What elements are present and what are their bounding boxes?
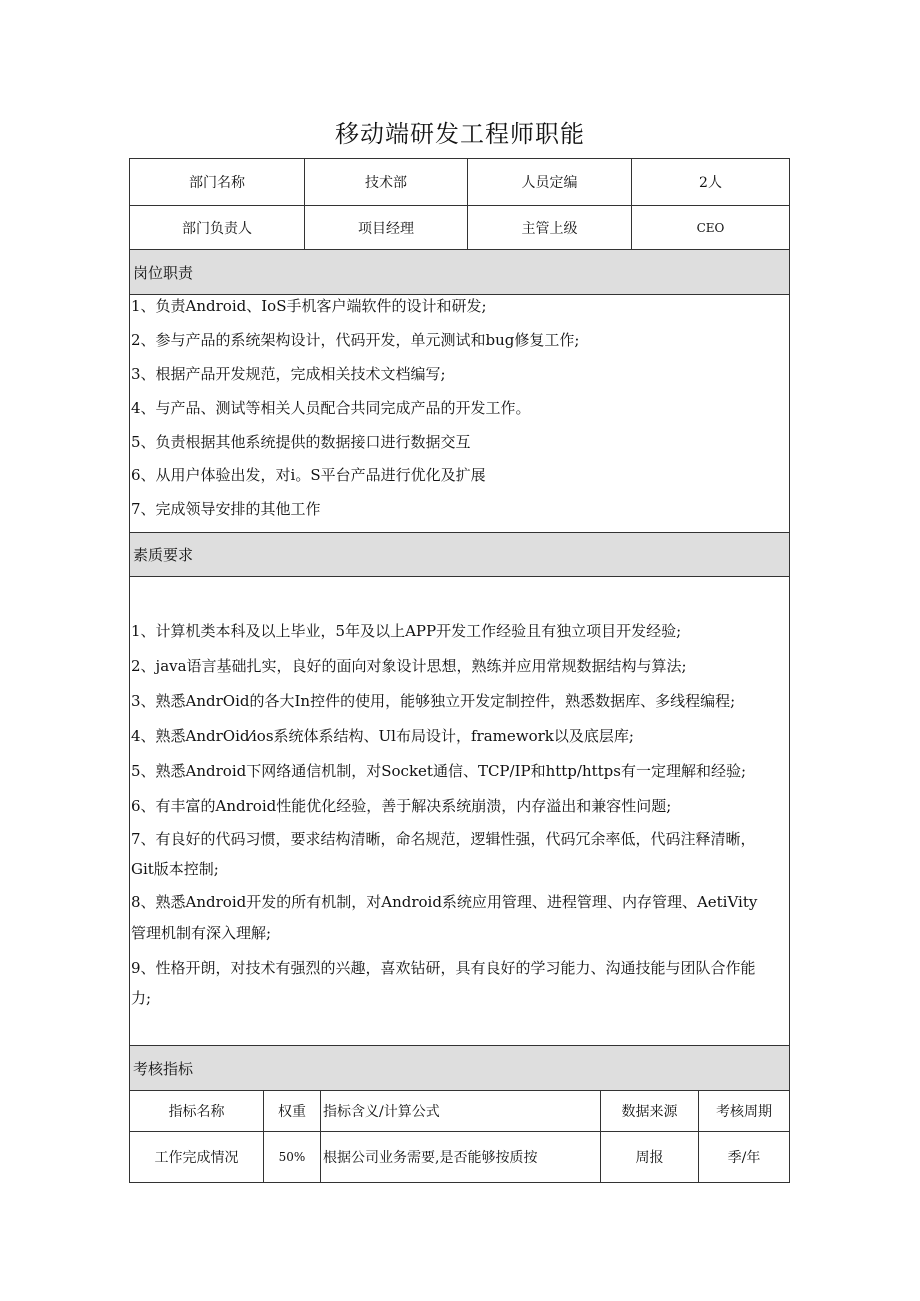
requirement-item: 3、熟悉AndrOid的各大In控件的使用，能够独立开发定制控件，熟悉数据库、多线程编程; xyxy=(131,692,736,710)
requirement-item: Git版本控制; xyxy=(131,860,219,878)
requirement-item: 力; xyxy=(131,989,152,1007)
requirements-header: 素质要求 xyxy=(130,533,789,576)
row-divider xyxy=(129,576,790,577)
requirement-item: 4、熟悉AndrOid⁄ios系统体系结构、Ul布局设计，framework以及底层库; xyxy=(131,727,634,745)
duty-item: 6、从用户体验出发，对i。S平台产品进行优化及扩展 xyxy=(131,466,486,484)
headcount-value: 2人 xyxy=(699,175,722,191)
kpi-cell: 工作完成情况 xyxy=(154,1150,239,1166)
dept-head-label: 部门负责人 xyxy=(182,220,252,237)
dept-name-label: 部门名称 xyxy=(189,175,245,191)
requirement-item: 8、熟悉Android开发的所有机制，对Android系统应用管理、进程管理、内存管理、AetiVity xyxy=(131,893,758,911)
kpi-cell: 季/年 xyxy=(727,1150,761,1166)
kpi-header: 考核指标 xyxy=(130,1046,789,1090)
requirement-item: 1、计算机类本科及以上毕业，5年及以上APP开发工作经验且有独立项目开发经验; xyxy=(131,622,682,640)
requirement-item: 6、有丰富的Android性能优化经验，善于解决系统崩溃，内存溢出和兼容性问题; xyxy=(131,797,672,815)
kpi-col-header: 考核周期 xyxy=(716,1104,772,1120)
duties-header: 岗位职责 xyxy=(130,250,789,294)
requirement-item: 管理机制有深入理解; xyxy=(131,924,272,942)
supervisor-value: CEO xyxy=(696,220,725,235)
kpi-col-header: 权重 xyxy=(278,1104,306,1120)
dept-name-value: 技术部 xyxy=(365,175,407,191)
duty-item: 4、与产品、测试等相关人员配合共同完成产品的开发工作。 xyxy=(131,399,531,417)
kpi-col-header: 指标含义/计算公式 xyxy=(323,1104,440,1120)
kpi-cell: 周报 xyxy=(635,1150,664,1166)
kpi-col-header: 指标名称 xyxy=(168,1104,225,1120)
page-title: 移动端研发工程师职能 xyxy=(335,120,585,148)
requirement-item: 7、有良好的代码习惯，要求结构清晰，命名规范，逻辑性强，代码冗余率低，代码注释清晰， xyxy=(131,830,756,848)
dept-head-value: 项目经理 xyxy=(358,220,414,237)
duty-item: 1、负责Android、IoS手机客户端软件的设计和研发; xyxy=(131,297,487,315)
duty-item: 5、负责根据其他系统提供的数据接口进行数据交互 xyxy=(131,433,471,451)
kpi-cell: 根据公司业务需要,是否能够按质按 xyxy=(323,1150,538,1166)
kpi-cell: 50% xyxy=(278,1150,306,1164)
requirement-item: 2、java语言基础扎实，良好的面向对象设计思想，熟练并应用常规数据结构与算法; xyxy=(131,657,687,675)
duty-item: 7、完成领导安排的其他工作 xyxy=(131,500,321,518)
duty-item: 3、根据产品开发规范，完成相关技术文档编写; xyxy=(131,365,446,383)
kpi-col-header: 数据来源 xyxy=(621,1104,678,1120)
requirement-item: 9、性格开朗，对技术有强烈的兴趣，喜欢钻研，具有良好的学习能力、沟通技能与团队合作能 xyxy=(131,959,756,977)
supervisor-label: 主管上级 xyxy=(521,220,578,237)
requirement-item: 5、熟悉Android下网络通信机制，对Socket通信、TCP/IP和http/https有一定理解和经验; xyxy=(131,762,747,780)
headcount-label: 人员定编 xyxy=(521,175,578,191)
duty-item: 2、参与产品的系统架构设计，代码开发，单元测试和bug修复工作; xyxy=(131,331,580,349)
